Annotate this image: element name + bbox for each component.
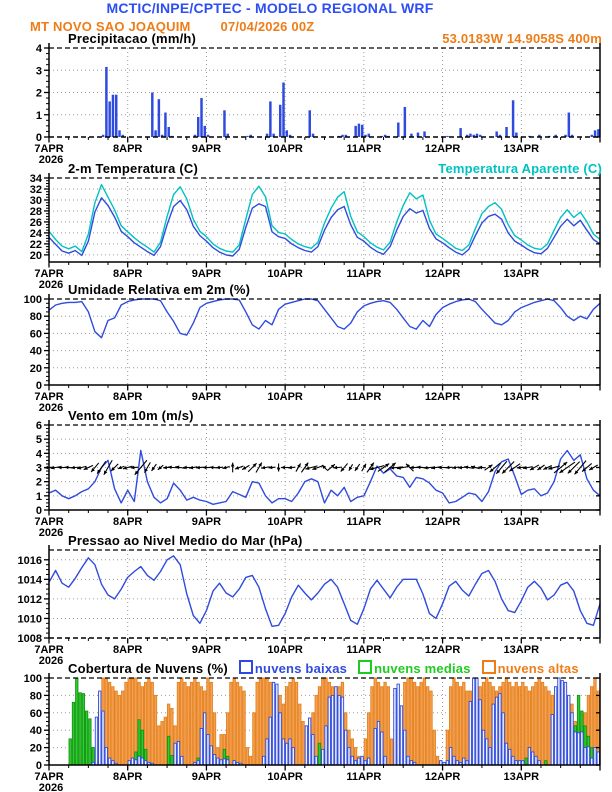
svg-text:2026: 2026 (38, 402, 64, 414)
svg-text:8APR: 8APR (113, 143, 143, 155)
panel-title-wind: Vento em 10m (m/s) (68, 408, 194, 423)
svg-text:8APR: 8APR (113, 771, 143, 783)
svg-text:8APR: 8APR (113, 516, 143, 528)
svg-text:1008: 1008 (17, 633, 42, 645)
svg-text:4: 4 (35, 448, 42, 461)
svg-text:3: 3 (35, 462, 42, 475)
legend-label-high: nuvens altas (497, 661, 579, 676)
svg-text:11APR: 11APR (346, 644, 382, 656)
model-title: MCTIC/INPE/CPTEC - MODELO REGIONAL WRF (106, 0, 434, 16)
svg-text:4: 4 (35, 43, 42, 55)
svg-text:30: 30 (29, 194, 42, 207)
svg-text:12APR: 12APR (424, 143, 461, 155)
svg-text:9APR: 9APR (191, 391, 222, 403)
svg-text:26: 26 (29, 216, 42, 229)
mid-clouds-swatch-icon (358, 660, 372, 674)
svg-text:12APR: 12APR (424, 644, 461, 656)
svg-text:0: 0 (35, 132, 42, 144)
legend-item-high-clouds (476, 660, 579, 676)
panel-title-pressure: Pressao ao Nivel Medio do Mar (hPa) (68, 533, 303, 548)
legend-label-low: nuvens baixas (254, 661, 348, 676)
svg-text:10APR: 10APR (267, 644, 303, 656)
svg-text:3: 3 (35, 65, 42, 78)
svg-text:80: 80 (29, 690, 42, 703)
svg-text:34: 34 (29, 173, 42, 185)
svg-text:9APR: 9APR (191, 771, 222, 783)
svg-text:60: 60 (29, 328, 42, 341)
svg-text:8APR: 8APR (113, 268, 143, 280)
panel-title-clouds: Cobertura de Nuvens (%) (68, 660, 228, 676)
svg-text:13APR: 13APR (503, 268, 540, 280)
svg-text:40: 40 (29, 345, 42, 358)
svg-text:10APR: 10APR (267, 516, 303, 528)
high-clouds-swatch-icon (482, 660, 496, 674)
svg-text:2026: 2026 (38, 154, 64, 166)
svg-text:8APR: 8APR (113, 391, 143, 403)
svg-text:24: 24 (29, 227, 42, 240)
svg-text:1010: 1010 (17, 613, 42, 626)
svg-text:2026: 2026 (38, 782, 64, 792)
svg-text:0: 0 (35, 380, 42, 392)
svg-text:7APR: 7APR (34, 268, 64, 280)
svg-text:12APR: 12APR (424, 516, 461, 528)
svg-text:10APR: 10APR (267, 143, 303, 155)
svg-text:28: 28 (29, 205, 42, 218)
low-clouds-swatch-icon (239, 660, 253, 674)
panel-title-precip: Precipitacao (mm/h) (68, 31, 197, 46)
svg-text:13APR: 13APR (503, 143, 540, 155)
svg-text:20: 20 (29, 249, 42, 262)
svg-text:7APR: 7APR (34, 391, 64, 403)
svg-text:2: 2 (35, 476, 42, 489)
svg-text:1016: 1016 (17, 554, 42, 567)
svg-text:9APR: 9APR (191, 143, 222, 155)
svg-text:11APR: 11APR (346, 516, 382, 528)
svg-text:13APR: 13APR (503, 391, 540, 403)
svg-text:13APR: 13APR (503, 644, 540, 656)
svg-text:11APR: 11APR (346, 771, 382, 783)
svg-text:9APR: 9APR (191, 644, 222, 656)
svg-text:11APR: 11APR (346, 143, 382, 155)
svg-text:60: 60 (29, 707, 42, 720)
svg-text:20: 20 (29, 362, 42, 375)
panel-title-apparent-temp: Temperatura Aparente (C) (438, 161, 602, 176)
svg-text:6: 6 (35, 420, 42, 432)
svg-text:11APR: 11APR (346, 391, 382, 403)
legend-item-mid-clouds (352, 660, 471, 676)
svg-text:2026: 2026 (38, 527, 64, 539)
svg-text:12APR: 12APR (424, 391, 461, 403)
svg-text:10APR: 10APR (267, 771, 303, 783)
panel-title-temp: 2-m Temperatura (C) (68, 161, 198, 176)
svg-text:80: 80 (29, 311, 42, 324)
svg-text:2026: 2026 (38, 655, 64, 667)
run-datetime: 07/04/2026 00Z (220, 19, 315, 34)
svg-text:1: 1 (35, 490, 42, 503)
svg-text:13APR: 13APR (503, 516, 540, 528)
svg-text:12APR: 12APR (424, 268, 461, 280)
svg-text:1: 1 (35, 109, 42, 122)
svg-text:5: 5 (35, 434, 42, 447)
svg-text:1014: 1014 (17, 574, 42, 587)
svg-text:0: 0 (35, 505, 42, 517)
station-coordinates: 53.0183W 14.9058S 400m (442, 31, 602, 46)
svg-text:7APR: 7APR (34, 644, 64, 656)
station-name: MT NOVO SAO JOAQUIM (30, 19, 191, 34)
legend-label-mid: nuvens medias (374, 661, 471, 676)
legend-item-low-clouds (233, 660, 347, 676)
cloud-title-and-legend (68, 660, 579, 676)
svg-text:7APR: 7APR (34, 143, 64, 155)
svg-text:40: 40 (29, 725, 42, 738)
svg-text:2026: 2026 (38, 279, 64, 291)
svg-text:9APR: 9APR (191, 516, 222, 528)
svg-text:13APR: 13APR (503, 771, 540, 783)
svg-text:8APR: 8APR (113, 644, 143, 656)
svg-text:11APR: 11APR (346, 268, 382, 280)
svg-text:0: 0 (35, 760, 42, 772)
svg-text:100: 100 (23, 294, 42, 306)
svg-text:100: 100 (23, 673, 42, 685)
svg-text:7APR: 7APR (34, 516, 64, 528)
svg-text:10APR: 10APR (267, 391, 303, 403)
svg-text:20: 20 (29, 742, 42, 755)
svg-text:22: 22 (29, 238, 42, 251)
svg-text:1012: 1012 (17, 593, 42, 606)
svg-text:12APR: 12APR (424, 771, 461, 783)
svg-text:10APR: 10APR (267, 268, 303, 280)
svg-text:32: 32 (29, 183, 42, 196)
panel-title-humidity: Umidade Relativa em 2m (%) (68, 282, 251, 297)
svg-text:9APR: 9APR (191, 268, 222, 280)
svg-text:2: 2 (35, 87, 42, 100)
svg-text:7APR: 7APR (34, 771, 64, 783)
